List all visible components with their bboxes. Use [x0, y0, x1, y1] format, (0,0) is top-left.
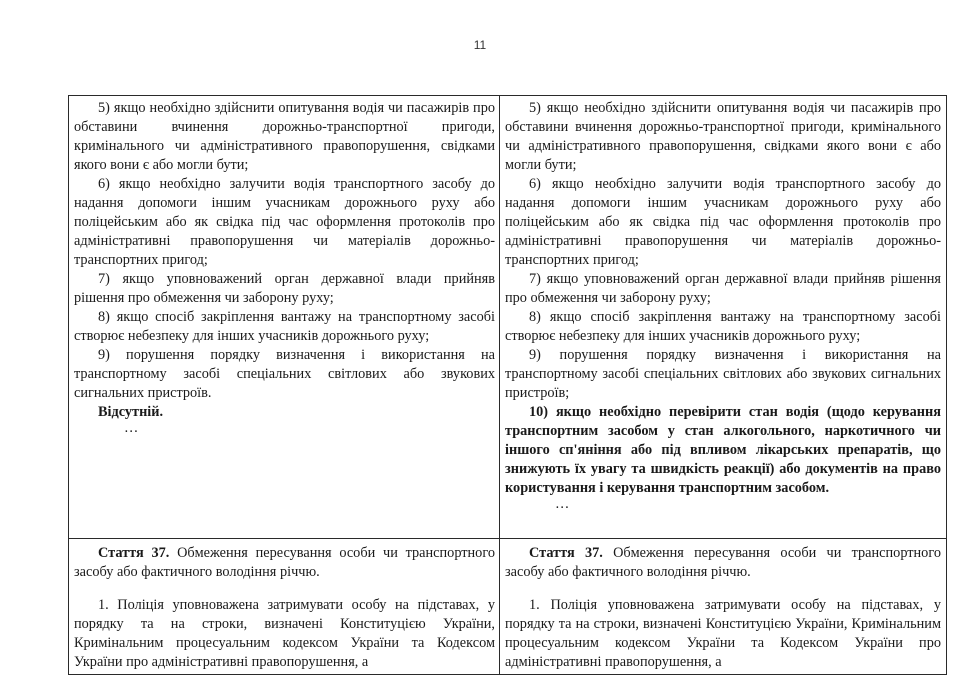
left-cell-article	[69, 539, 500, 675]
list-item: 5) якщо необхідно здійснити опитування водія чи пасажирів про обставини вчинення дорожньо-транспортної пригоди, кримінального чи адміністративного правопорушення, свідками якого вони є або могли бути;	[505, 100, 941, 173]
left-cell-current-text	[69, 96, 500, 539]
right-article-content	[500, 539, 946, 674]
ellipsis: …	[555, 496, 570, 512]
article-label: Стаття 37.	[529, 545, 603, 561]
article-heading	[505, 544, 941, 582]
left-cell-content	[69, 96, 499, 538]
table-row	[69, 539, 947, 675]
left-article-content	[69, 539, 499, 674]
list-item: 5) якщо необхідно здійснити опитування водія чи пасажирів про обставини вчинення дорожньо-транспортної пригоди, кримінального чи адміністративного правопорушення, свідками якого вони є або могли бути;	[74, 100, 495, 173]
article-title: Обмеження пересування особи чи транспортного засобу або фактичного володіння річчю.	[505, 545, 941, 580]
list-item: 7) якщо уповноважений орган державної влади прийняв рішення про обмеження чи заборону руху;	[505, 271, 941, 306]
page-number: 11	[473, 38, 487, 52]
table-row	[69, 96, 947, 539]
list-item: 8) якщо спосіб закріплення вантажу на транспортному засобі створює небезпеку для інших учасників дорожнього руху;	[74, 309, 495, 344]
article-paragraph: 1. Поліція уповноважена затримувати особу на підставах, у порядку та на строки, визначені Конституцією України, Кримінальним процесуальним кодексом України та Кодексом України про адміністративні правопорушення, а	[74, 597, 495, 670]
list-item: 7) якщо уповноважений орган державної влади прийняв рішення про обмеження чи заборону руху;	[74, 271, 495, 306]
article-heading	[74, 544, 495, 582]
comparison-table	[68, 95, 947, 675]
list-item: 6) якщо необхідно залучити водія транспортного засобу до надання допомоги іншим учасникам дорожнього руху або поліцейським або як свідка під час оформлення протоколів про адміністративні правопорушення чи матеріалів дорожньо-транспортних пригод;	[74, 176, 495, 268]
right-cell-article	[500, 539, 947, 675]
absent-label: Відсутній.	[98, 404, 164, 420]
list-item: 9) порушення порядку визначення і використання на транспортному засобі спеціальних світлових або звукових сигнальних пристроїв;	[505, 347, 941, 401]
list-item: 8) якщо спосіб закріплення вантажу на транспортному засобі створює небезпеку для інших учасників дорожнього руху;	[505, 309, 941, 344]
ellipsis: …	[124, 420, 139, 436]
list-item: 6) якщо необхідно залучити водія транспортного засобу до надання допомоги іншим учасникам дорожнього руху або поліцейським або як свідка під час оформлення протоколів про адміністративні правопорушення чи матеріалів дорожньо-транспортних пригод;	[505, 176, 941, 268]
right-cell-proposed-text	[500, 96, 947, 539]
article-paragraph: 1. Поліція уповноважена затримувати особу на підставах, у порядку та на строки, визначені Конституцією України, Кримінальним процесуальним кодексом України та Кодексом України про адміністративні правопорушення, а	[505, 597, 941, 670]
new-item-10: 10) якщо необхідно перевірити стан водія (щодо керування транспортним засобом у стан алкогольного, наркотичного чи іншого сп'яніння або під впливом лікарських препаратів, що знижують їх увагу та швидкість реакції) або документів на право користування і керування транспортним засобом.	[505, 404, 941, 496]
article-label: Стаття 37.	[98, 545, 170, 561]
list-item: 9) порушення порядку визначення і використання на транспортному засобі спеціальних світлових або звукових сигнальних пристроїв.	[74, 347, 495, 401]
article-title: Обмеження пересування особи чи транспортного засобу або фактичного володіння річчю.	[74, 545, 495, 580]
right-cell-content	[500, 96, 946, 538]
